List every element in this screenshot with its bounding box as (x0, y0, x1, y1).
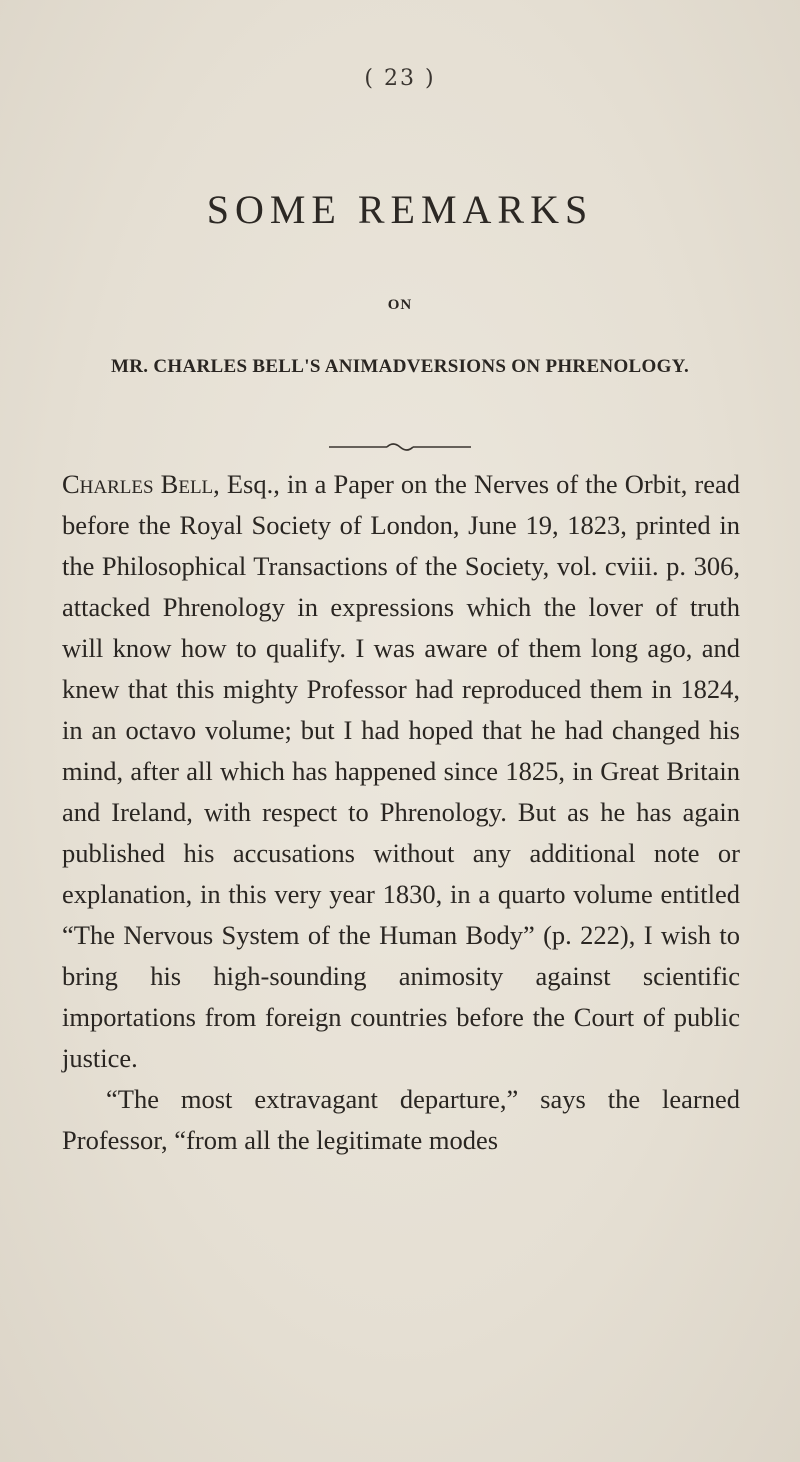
paragraph-1-text: , Esq., in a Paper on the Nerves of the Orbit, read before the Royal Society of London, June 19, 1823, printed in the Philosophical Transactions of the Society, vol. cviii. p. 306, attacked Phrenology in expressions which the lover of truth will know how to qualify. I was aware of them long ago, and knew that this mighty Professor had reproduced them in 1824, in an octavo volume; but I had hoped that he had changed his mind, after all which has happened since 1825, in Great Britain and Ireland, with respect to Phrenology. But as he has again published his accusations without any additional note or explanation, in this very year 1830, in a quarto volume entitled “The Nervous System of the Human Body” (p. 222), I wish to bring his high-sounding animosity against scientific importations from foreign countries before the Court of public justice. (62, 469, 740, 1073)
paragraph-2: “The most extravagant departure,” says the learned Professor, “from all the legitimate modes (62, 1084, 740, 1155)
paragraph-1 (62, 464, 740, 1079)
page-subtitle: MR. CHARLES BELL'S ANIMADVERSIONS ON PHRENOLOGY. (111, 356, 689, 377)
page-title: SOME REMARKS (206, 187, 594, 232)
title-connector: ON (387, 297, 413, 313)
author-name: Charles Bell (62, 469, 214, 499)
body-text (62, 464, 740, 1161)
page-number: ( 23 ) (364, 66, 436, 91)
divider-ornament-icon (325, 440, 475, 454)
